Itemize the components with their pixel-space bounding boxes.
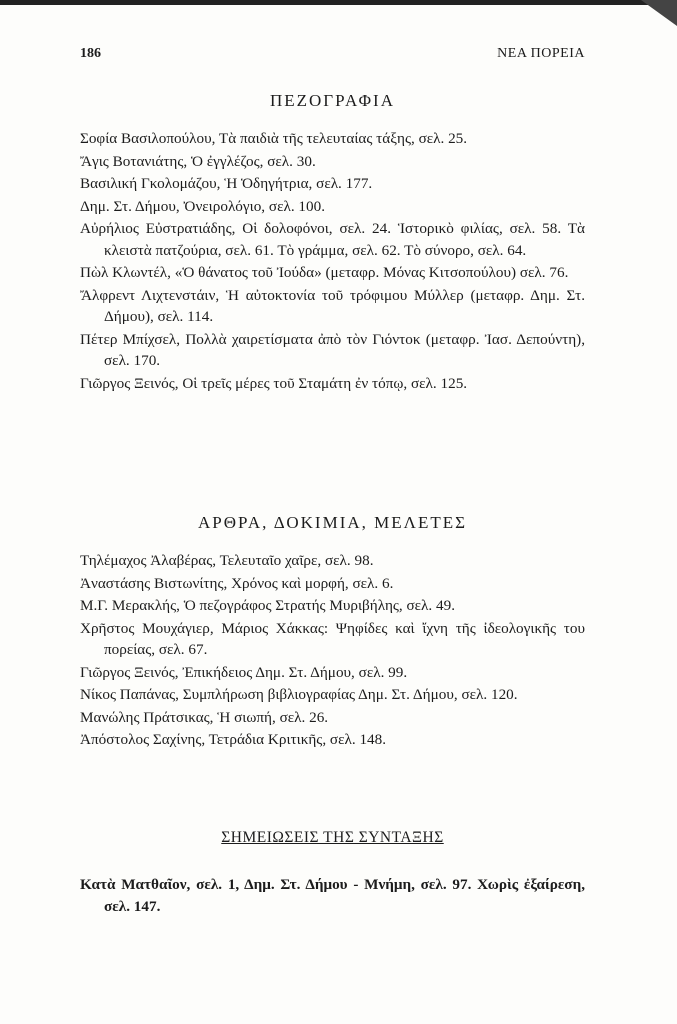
entry-list-articles — [80, 550, 585, 752]
list-item: Χρῆστος Μουχάγιερ, Μάριος Χάκκας: Ψηφίδες καὶ ἴχνη τῆς ἰδεολογικῆς του πορείας, σελ. 67. — [80, 619, 585, 658]
list-item: Πὼλ Κλωντέλ, «Ὁ θάνατος τοῦ Ἰούδα» (μεταφρ. Μόνας Κιτσοπούλου) σελ. 76. — [80, 264, 569, 281]
list-item: Ἀναστάσης Βιστωνίτης, Χρόνος καὶ μορφή, σελ. 6. — [80, 574, 394, 592]
list-item: Ἀπόστολος Σαχίνης, Τετράδια Κριτικῆς, σελ. 148. — [80, 731, 387, 748]
page-corner-shadow — [641, 0, 677, 26]
list-item: Αὐρήλιος Εὐστρατιάδης, Οἱ δολοφόνοι, σελ. 24. Ἱστορικὸ φιλίας, σελ. 58. Τὰ κλειστὰ πατζούρια, σελ. 61. Τὸ γράμμα, σελ. 62. Τὸ σύνορο, σελ. 64. — [80, 220, 585, 259]
list-item: Ἄγις Βοτανιάτης, Ὁ ἐγγλέζος, σελ. 30. — [80, 152, 316, 170]
list-item: Πέτερ Μπίχσελ, Πολλὰ χαιρετίσματα ἀπὸ τὸν Γιόντοκ (μεταφρ. Ἰασ. Δεπούντη), σελ. 170. — [80, 330, 585, 369]
list-item: Κατὰ Ματθαῖον, σελ. 1, Δημ. Στ. Δήμου - Μνήμη, σελ. 97. Χωρὶς ἐξαίρεση, σελ. 147. — [80, 876, 585, 915]
top-border-rule — [0, 0, 677, 5]
list-item: Γιῶργος Ξεινός, Οἱ τρεῖς μέρες τοῦ Σταμάτη ἐν τόπῳ, σελ. 125. — [80, 374, 468, 392]
page-number: 186 — [80, 46, 101, 61]
list-item: Ἄλφρεντ Λιχτενστάιν, Ἡ αὐτοκτονία τοῦ τρόφιμου Μύλλερ (μεταφρ. Δημ. Στ. Δήμου), σελ. 114. — [80, 286, 585, 325]
page-header — [80, 46, 585, 68]
entry-list-prose — [80, 128, 585, 395]
list-item: Μ.Γ. Μερακλής, Ὁ πεζογράφος Στρατής Μυριβήλης, σελ. 49. — [80, 597, 455, 614]
entry-list-notes — [80, 874, 585, 918]
section-title-prose: ΠΕΖΟΓΡΑΦΙΑ — [269, 91, 395, 110]
section-title-notes: ΣΗΜΕΙΩΣΕΙΣ ΤΗΣ ΣΥΝΤΑΞΗΣ — [221, 829, 444, 846]
list-item: Βασιλική Γκολομάζου, Ἡ Ὁδηγήτρια, σελ. 177. — [80, 175, 373, 192]
list-item: Σοφία Βασιλοπούλου, Τὰ παιδιὰ τῆς τελευταίας τάξης, σελ. 25. — [80, 130, 468, 147]
list-item: Τηλέμαχος Ἀλαβέρας, Τελευταῖο χαῖρε, σελ. 98. — [80, 552, 374, 569]
list-item: Γιῶργος Ξεινός, Ἐπικήδειος Δημ. Στ. Δήμου, σελ. 99. — [80, 663, 408, 681]
list-item: Μανώλης Πράτσικας, Ἡ σιωπή, σελ. 26. — [80, 708, 329, 726]
running-head: ΝΕΑ ΠΟΡΕΙΑ — [497, 46, 585, 61]
list-item: Δημ. Στ. Δήμου, Ὀνειρολόγιο, σελ. 100. — [80, 197, 325, 215]
list-item: Νίκος Παπάνας, Συμπλήρωση βιβλιογραφίας Δημ. Στ. Δήμου, σελ. 120. — [80, 686, 518, 703]
section-title-articles: ΑΡΘΡΑ, ΔΟΚΙΜΙΑ, ΜΕΛΕΤΕΣ — [197, 513, 468, 532]
